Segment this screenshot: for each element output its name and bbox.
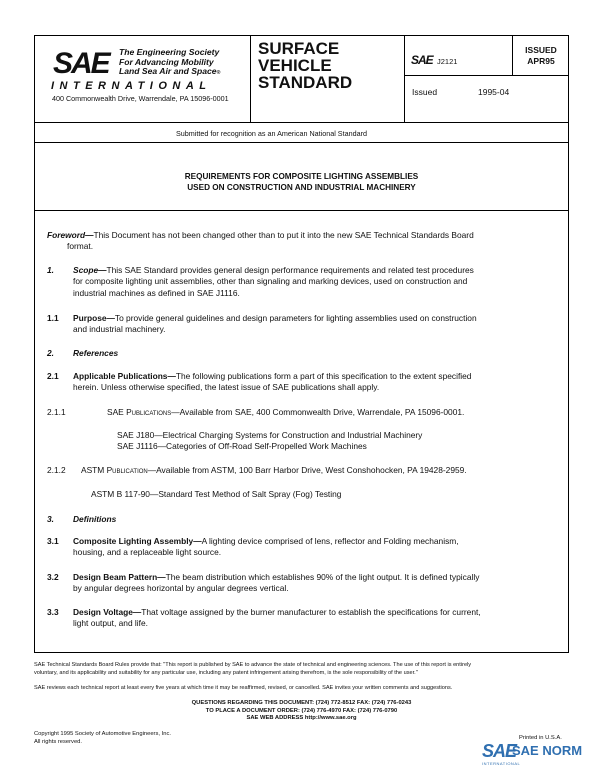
title-divider	[34, 210, 569, 211]
section-2-1: 2.1 Applicable Publications—The following publications form a part of this specification to the extent specified herein. Unless otherwise specified, the latest issue of SAE publications shall apply.	[47, 371, 472, 393]
section-1: 1. Scope—This SAE Standard provides general design performance requirements and related test procedures for composite lighting unit assemblies, other than signaling and marking devices, used on construction and industrial machines as defined in SAE J1116.	[47, 265, 474, 298]
watermark-text: SAE NORM	[512, 743, 583, 758]
header-vsep-2	[404, 35, 405, 122]
issued-box: ISSUED APR95	[525, 45, 557, 66]
footer-contact: QUESTIONS REGARDING THIS DOCUMENT: (724) 772-8512 FAX: (724) 776-0243 TO PLACE A DOCUMENT ORDER: (724) 776-4970 FAX: (724) 776-0790 SAE WEB ADDRESS http://www.sae.org	[191, 700, 412, 722]
printed-usa: Printed in U.S.A.	[519, 735, 562, 741]
issued-date: 1995-04	[478, 87, 510, 97]
header-vsep-3	[512, 35, 513, 75]
footer-copyright: Copyright 1995 Society of Automotive Engineers, Inc. All rights reserved.	[34, 731, 171, 745]
header-bottom-rule	[34, 122, 569, 123]
header-vsep-1	[250, 35, 251, 122]
footer-review: SAE reviews each technical report at least every five years at which time it may be reaffirmed, revised, or cancelled. SAE invites your written comments and suggestions.	[34, 685, 453, 691]
section-3: 3. Definitions	[47, 514, 117, 524]
footer-rules: SAE Technical Standards Board Rules provide that: "This report is published by SAE to advance the state of technical and engineering sciences. The use of this report is entirely voluntary, and its applicability and suitability for any particular use, including any patent infringement arising therefrom, is the sole responsibility of the user."	[34, 662, 472, 676]
section-3-2: 3.2 Design Beam Pattern—The beam distribution which establishes 90% of the light output. It is defined typically by angular degrees horizontal by angular degrees vertical.	[47, 572, 480, 594]
watermark-logo-icon: SAE	[482, 741, 517, 761]
document-title: REQUIREMENTS FOR COMPOSITE LIGHTING ASSEMBLIES USED ON CONSTRUCTION AND INDUSTRIAL MACHINERY	[184, 172, 419, 192]
header-hsep	[404, 75, 569, 76]
sae-address: 400 Commonwealth Drive, Warrendale, PA 15096-0001	[52, 94, 229, 103]
section-2-1-2-ref: ASTM B 117-90—Standard Test Method of Salt Spray (Fog) Testing	[91, 489, 342, 499]
section-2-1-1-refs: SAE J180—Electrical Charging Systems for Construction and Industrial Machinery SAE J1116—Categories of Off-Road Self-Propelled Work Machines	[117, 430, 423, 452]
doc-number: J2121	[437, 57, 458, 66]
issued-word: Issued	[412, 87, 438, 97]
section-2-1-1: 2.1.1 SAE Publications—Available from SAE, 400 Commonwealth Drive, Warrendale, PA 15096-0001.	[47, 407, 465, 417]
section-3-3: 3.3 Design Voltage—That voltage assigned by the burner manufacturer to establish the specifications for current, light output, and life.	[47, 607, 481, 629]
section-1-1: 1.1 Purpose—To provide general guidelines and design parameters for lighting assemblies used on construction and industrial machinery.	[47, 313, 477, 335]
watermark-sub: INTERNATIONAL	[482, 761, 521, 766]
tagline: The Engineering Society For Advancing Mobility Land Sea Air and Space®	[119, 47, 221, 76]
sae-norm-watermark	[482, 741, 590, 771]
foreword: Foreword—This Document has not been changed other than to put it into the new SAE Technical Standards Board format.	[47, 230, 474, 252]
sae-logo: SAE	[53, 47, 109, 80]
header-divider	[34, 142, 569, 143]
standard-type: SURFACE VEHICLE STANDARD	[258, 39, 353, 92]
section-2: 2. References	[47, 348, 119, 358]
doc-sae-logo: SAE	[411, 53, 433, 67]
submitted-note: Submitted for recognition as an American National Standard	[176, 129, 367, 138]
section-3-1: 3.1 Composite Lighting Assembly—A lighting device comprised of lens, reflector and Folding mechanism, housing, and a replaceable light source.	[47, 536, 459, 558]
section-2-1-2: 2.1.2 ASTM Publication—Available from ASTM, 100 Barr Harbor Drive, West Conshohocken, PA 19428-2959.	[47, 465, 467, 475]
international-label: INTERNATIONAL	[51, 80, 212, 92]
header-frame	[34, 35, 569, 653]
